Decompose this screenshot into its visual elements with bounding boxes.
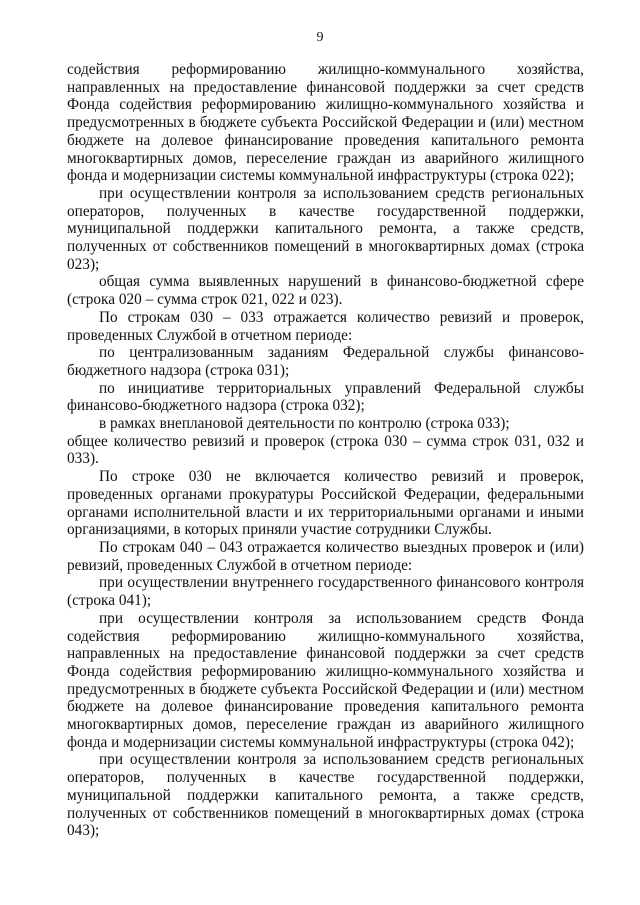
paragraph-3: общая сумма выявленных нарушений в финансово-бюджетной сфере (строка 020 – сумма строк 021, 022 и 023). [67,273,584,309]
paragraph-1: содействия реформированию жилищно-коммунального хозяйства, направленных на предоставление финансовой поддержки за счет средств Фонда содействия реформированию жилищно-коммунального хозяйства и предусмотренных в бюджете субъекта Российской Федерации и (или) местном бюджете на долевое финансирование проведения капитального ремонта многоквартирных домов, переселение граждан из аварийного жилищного фонда и модернизации системы коммунальной инфраструктуры (строка 022); [67,61,584,185]
paragraph-10: По строкам 040 – 043 отражается количество выездных проверок и (или) ревизий, проведенных Службой в отчетном периоде: [67,538,584,574]
paragraph-11: при осуществлении внутреннего государственного финансового контроля (строка 041); [67,574,584,610]
paragraph-2: при осуществлении контроля за использованием средств региональных операторов, полученных в качестве государственной поддержки, муниципальной поддержки капитального ремонта, а также средств, полученных от собственников помещений в многоквартирных домах (строка 023); [67,184,584,273]
paragraph-7: в рамках внеплановой деятельности по контролю (строка 033); [99,415,510,433]
paragraph-6: по инициативе территориальных управлений Федеральной службы финансово-бюджетного надзора (строка 032); [67,379,584,415]
paragraph-9: По строке 030 не включается количество ревизий и проверок, проведенных органами прокуратуры Российской Федерации, федеральными органами исполнительной власти и их территориальными органами и иными организациями, в которых приняли участие сотрудники Службы. [67,468,584,539]
paragraph-4: По строкам 030 – 033 отражается количество ревизий и проверок, проведенных Службой в отчетном периоде: [67,308,584,344]
paragraph-12: при осуществлении контроля за использованием средств Фонда содействия реформированию жилищно-коммунального хозяйства, направленных на предоставление финансовой поддержки за счет средств Фонда содействия реформированию жилищно-коммунального хозяйства и предусмотренных в бюджете субъекта Российской Федерации и (или) местном бюджете на долевое финансирование проведения капитального ремонта многоквартирных домов, переселение граждан из аварийного жилищного фонда и модернизации системы коммунальной инфраструктуры (строка 042); [67,609,584,751]
paragraph-5: по централизованным заданиям Федеральной службы финансово-бюджетного надзора (строка 031); [67,344,584,379]
paragraph-13: при осуществлении контроля за использованием средств региональных операторов, полученных в качестве государственной поддержки, муниципальной поддержки капитального ремонта, а также средств, полученных от собственников помещений в многоквартирных домах (строка 043); [67,751,584,840]
page-number: 9 [316,30,324,45]
document-body [67,61,584,840]
paragraph-8: общее количество ревизий и проверок (строка 030 – сумма строк 031, 032 и 033). [67,432,584,468]
